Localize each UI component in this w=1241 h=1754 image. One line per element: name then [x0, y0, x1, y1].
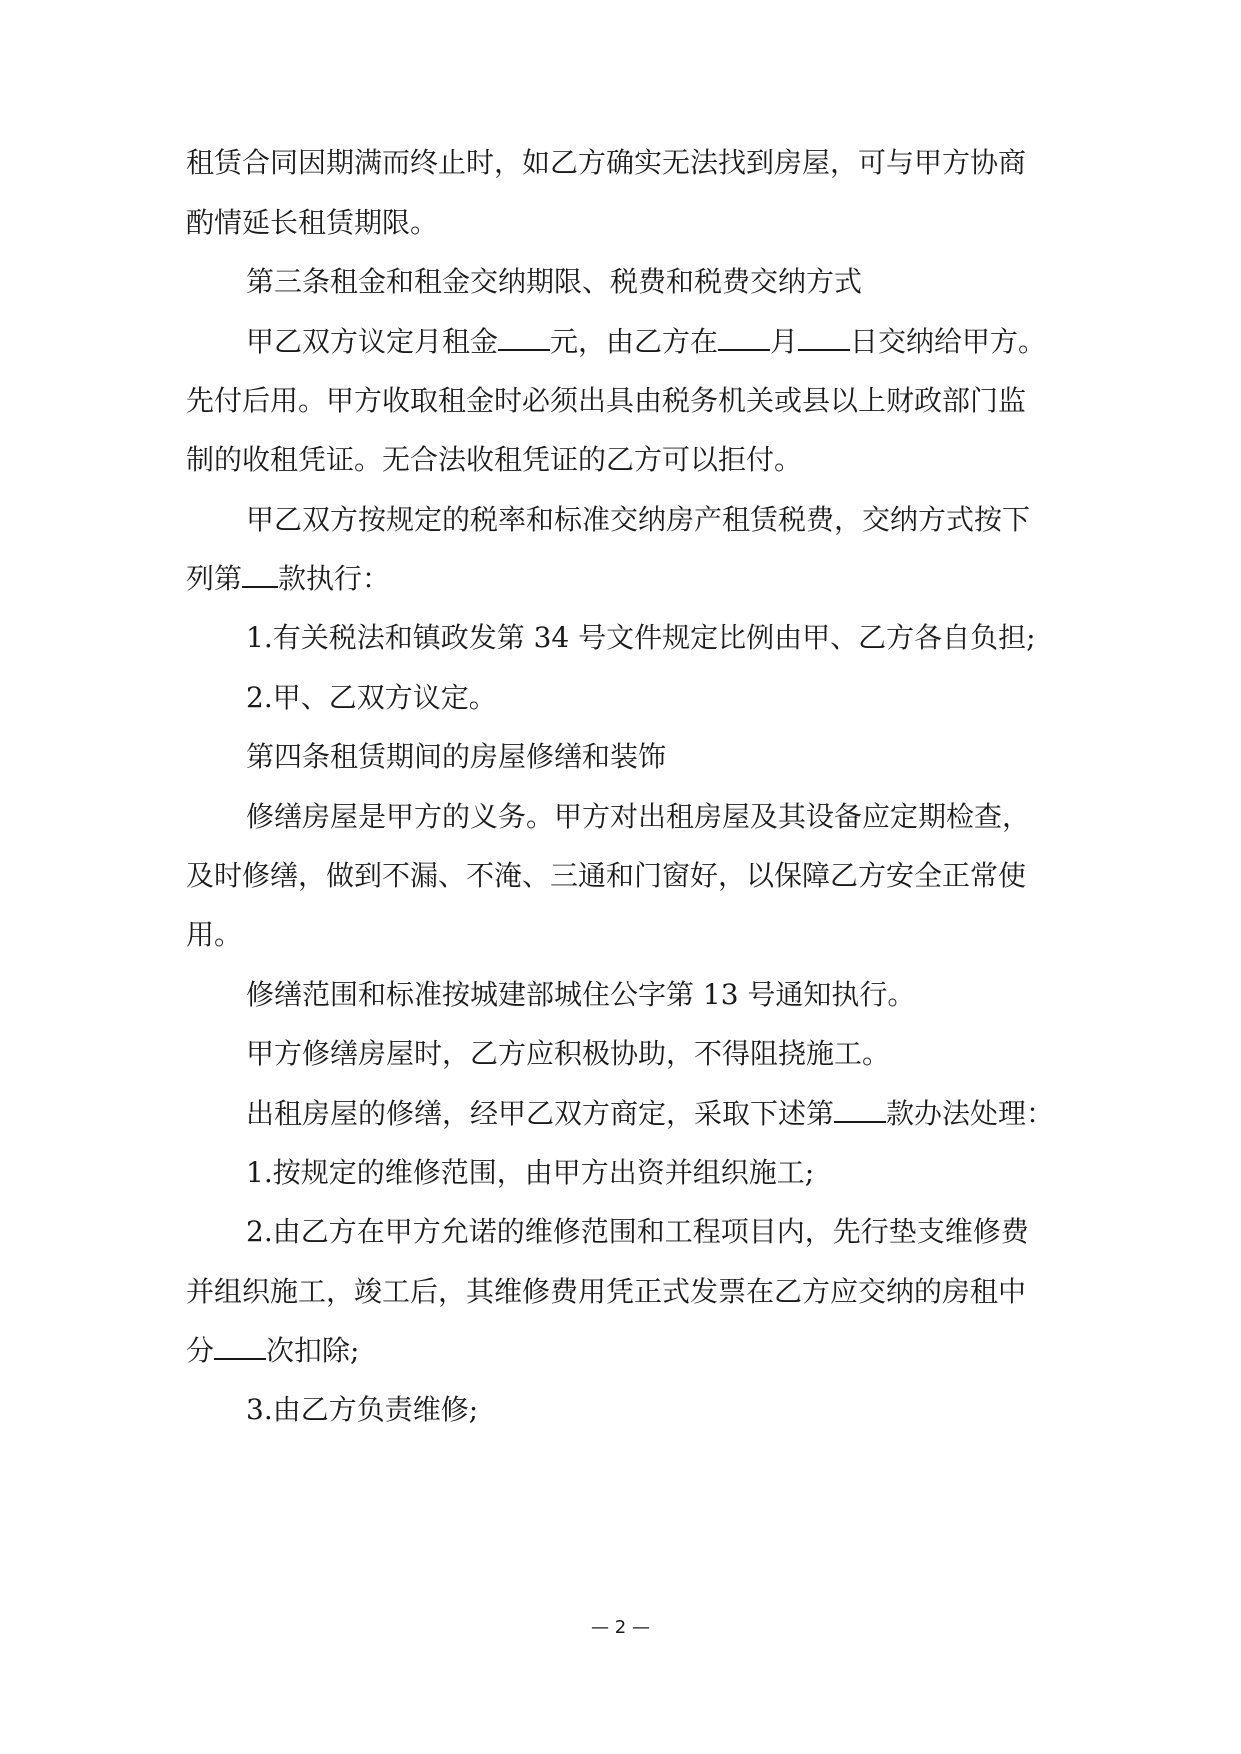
text: 酌情延长租赁期限。: [186, 206, 439, 239]
text: 2.甲、乙双方议定。: [246, 681, 497, 714]
paragraph-line: [186, 917, 242, 953]
text: 出租房屋的修缮，经甲乙双方商定，采取下述第: [246, 1097, 835, 1130]
list-item: [246, 620, 1036, 656]
paragraph-line: [186, 442, 802, 478]
text: 次扣除;: [266, 1334, 360, 1367]
paragraph-line: [186, 145, 1026, 181]
text: 第四条租赁期间的房屋修缮和装饰: [246, 740, 667, 773]
fill-in-blank: [834, 1099, 886, 1123]
list-item: [246, 1155, 814, 1191]
text: 先付后用。甲方收取租金时必须出具由税务机关或县以上财政部门监: [186, 384, 1027, 417]
text: 1.有关税法和镇政发第 34 号文件规定比例由甲、乙方各自负担;: [246, 621, 1036, 654]
text: 甲方修缮房屋时，乙方应积极协助，不得阻挠施工。: [246, 1037, 891, 1070]
text: 甲乙双方议定月租金: [246, 325, 499, 358]
text: 款办法处理：: [886, 1097, 1055, 1130]
text: 款执行：: [278, 562, 391, 595]
text: 租赁合同因期满而终止时，如乙方确实无法找到房屋，可与甲方协商: [186, 146, 1027, 179]
paragraph-line: [186, 383, 1026, 419]
text: 并组织施工，竣工后，其维修费用凭正式发票在乙方应交纳的房租中: [186, 1275, 1027, 1308]
list-item: [246, 1214, 1029, 1250]
text: 1.按规定的维修范围，由甲方出资并组织施工;: [246, 1156, 815, 1189]
paragraph-line: [246, 502, 1030, 538]
paragraph-line: [186, 561, 390, 597]
paragraph-line: [246, 977, 915, 1013]
text: 分: [186, 1334, 215, 1367]
text: 2.由乙方在甲方允诺的维修范围和工程项目内，先行垫支维修费: [246, 1215, 1029, 1248]
paragraph-line: [186, 858, 1026, 894]
text: 甲乙双方按规定的税率和标准交纳房产租赁税费，交纳方式按下: [246, 503, 1031, 536]
text: 制的收租凭证。无合法收租凭证的乙方可以拒付。: [186, 443, 803, 476]
section-heading-4: [246, 739, 666, 775]
paragraph-line: [186, 205, 438, 241]
paragraph-line: [246, 1096, 1054, 1132]
text: 修缮房屋是甲方的义务。甲方对出租房屋及其设备应定期检查，: [246, 800, 1031, 833]
text: 元，由乙方在: [550, 325, 719, 358]
page-number: — 2 —: [591, 1617, 650, 1638]
fill-in-blank: [242, 564, 278, 588]
fill-in-blank: [798, 327, 850, 351]
paragraph-line: [246, 799, 1030, 835]
text: 及时修缮，做到不漏、不淹、三通和门窗好，以保障乙方安全正常使: [186, 859, 1027, 892]
section-heading-3: [246, 264, 862, 300]
fill-in-blank: [498, 327, 550, 351]
paragraph-line: [246, 1036, 890, 1072]
text: 第三条租金和租金交纳期限、税费和税费交纳方式: [246, 265, 863, 298]
paragraph-line: [186, 1274, 1026, 1310]
text: 修缮范围和标准按城建部城住公字第 13 号通知执行。: [246, 978, 916, 1011]
paragraph-line: [186, 1333, 359, 1369]
fill-in-blank: [718, 327, 770, 351]
text: 列第: [186, 562, 243, 595]
text: 用。: [186, 918, 243, 951]
list-item: [246, 680, 497, 716]
list-item: [246, 1392, 478, 1428]
text: 3.由乙方负责维修;: [246, 1393, 479, 1426]
fill-in-blank: [214, 1336, 266, 1360]
paragraph-line: [246, 324, 1046, 360]
text: 月: [770, 325, 799, 358]
text: 日交纳给甲方。: [850, 325, 1047, 358]
